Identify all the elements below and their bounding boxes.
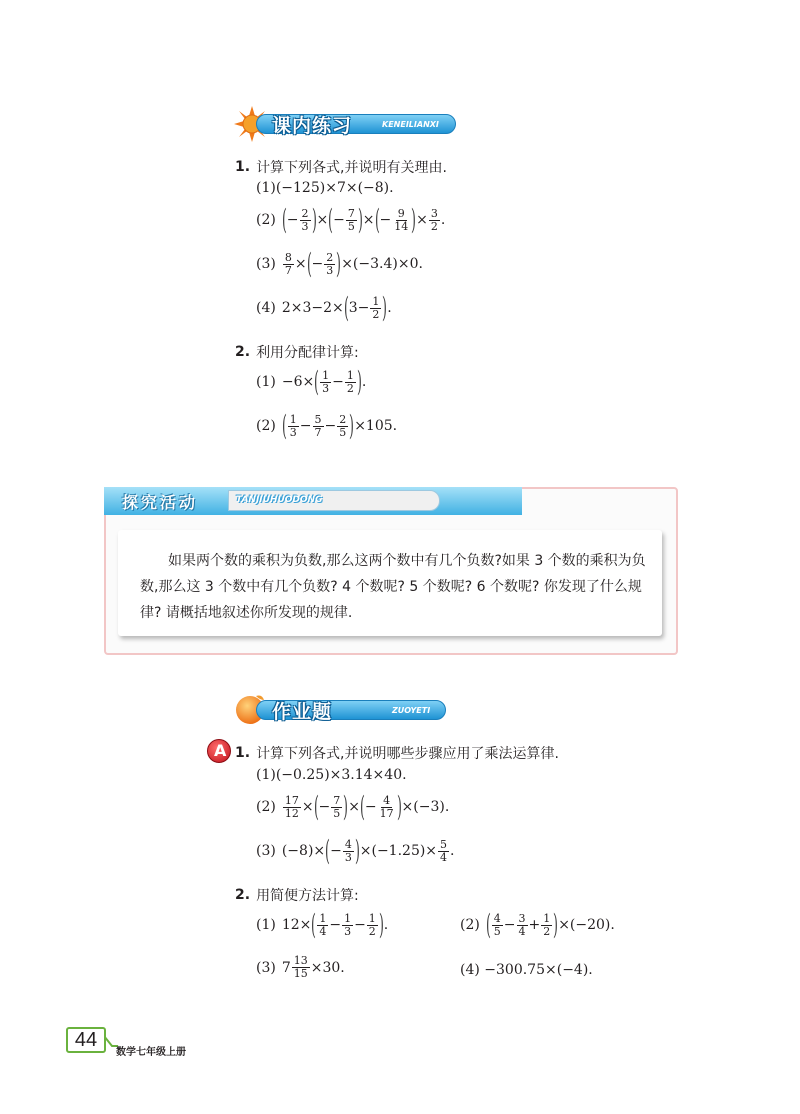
activity-subtitle: TANJIUHUODONG <box>236 495 323 505</box>
activity-title: 探究活动 <box>122 493 199 512</box>
homework-problem-2-2: (2) ( $\frac{4}{5}$ − $\frac{3}{4}$ + $\frac{1}{2}$ ) ×(−20). <box>460 908 615 941</box>
question-1 <box>235 157 447 177</box>
problem-1-1: (1)(−125)×7×(−8). <box>256 180 394 196</box>
homework-problem-1-1: (1)(−0.25)×3.14×40. <box>256 767 407 783</box>
book-title: 数学七年级上册 <box>116 1047 186 1058</box>
level-a-badge: A <box>207 739 231 763</box>
question-prompt: 计算下列各式,并说明有关理由. <box>256 160 447 176</box>
section-subtitle: KENEILIANXI <box>382 120 439 129</box>
homework-problem-2-1: (1) 12× ( $\frac{1}{4}$ − $\frac{1}{3}$ − $\frac{1}{2}$ ) . <box>256 908 389 941</box>
homework-question-2: 2. 用简便方法计算: <box>235 887 359 904</box>
problem-1-4: (4) 2×3−2× ( 3− $\frac{1}{2}$ ) . <box>256 291 392 324</box>
homework-problem-2-3: (3) 7 $\frac{13}{15}$ ×30. <box>256 954 345 980</box>
activity-header <box>104 487 522 515</box>
homework-problem-1-2: (2) $\frac{17}{12}$ × ( − $\frac{7}{5}$ ) × ( − $\frac{4}{17}$ ) ×(−3). <box>256 790 450 823</box>
section-banner-practice <box>234 110 456 136</box>
problem-1-2: (2) ( − $\frac{2}{3}$ ) × ( − $\frac{7}{5}$ ) × ( − $\frac{9}{14}$ ) × $\frac{3}{2}$ . <box>256 203 446 236</box>
question-number: 1. <box>235 159 251 175</box>
section-title: 课内练习 <box>272 115 353 137</box>
section-subtitle: ZUOYETI <box>392 706 431 715</box>
problem-1-3: (3) $\frac{8}{7}$ × ( − $\frac{2}{3}$ ) ×(−3.4)×0. <box>256 247 423 280</box>
problem-2-1: (1) −6× ( $\frac{1}{3}$ − $\frac{1}{2}$ ) . <box>256 365 367 398</box>
section-banner-homework <box>234 696 446 722</box>
page-number: 44 <box>66 1027 106 1053</box>
homework-problem-1-3: (3) (−8)× ( − $\frac{4}{3}$ ) ×(−1.25)× $\frac{5}{4}$ . <box>256 834 455 867</box>
homework-question-1: 1. 计算下列各式,并说明哪些步骤应用了乘法运算律. <box>235 745 559 762</box>
homework-problem-2-4: (4) −300.75×(−4). <box>460 962 593 978</box>
problem-2-2: (2) ( $\frac{1}{3}$ − $\frac{5}{7}$ − $\frac{2}{5}$ ) ×105. <box>256 409 398 442</box>
question-2: 2. 利用分配律计算: <box>235 344 359 361</box>
section-title: 作业题 <box>272 701 333 723</box>
activity-text: 如果两个数的乘积为负数,那么这两个数中有几个负数?如果 3 个数的乘积为负数,那么这 3 个数中有几个负数? 4 个数呢? 5 个数呢? 6 个数呢? 你发现了什么规律? 请概括地叙述你所发现的规律. <box>140 553 646 621</box>
